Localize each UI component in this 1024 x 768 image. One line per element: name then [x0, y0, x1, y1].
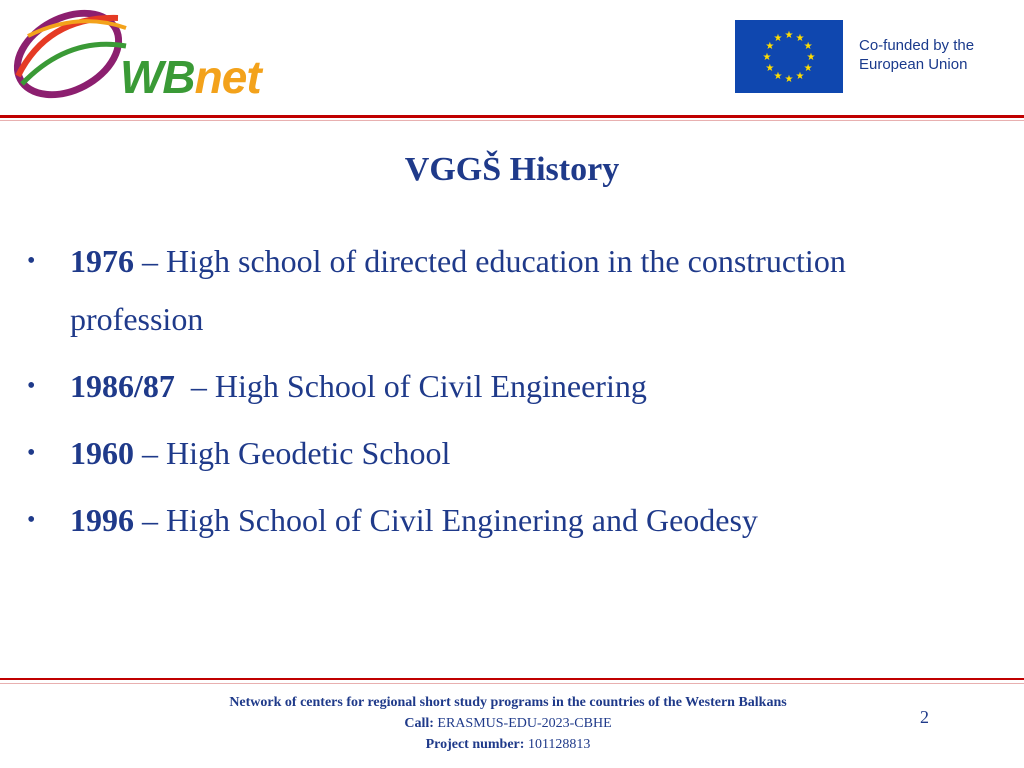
eu-star-icon: ★: [803, 41, 813, 52]
history-item: [27, 424, 927, 482]
history-year: 1986/87: [70, 368, 175, 404]
header-divider: [0, 115, 1024, 118]
wbnet-logo: [8, 6, 278, 102]
eu-text-line2: European Union: [859, 56, 968, 73]
history-year: 1960: [70, 435, 134, 471]
eu-star-icon: ★: [784, 74, 794, 85]
eu-stars: [735, 20, 843, 93]
history-text: – High School of Civil Engineering: [174, 368, 647, 404]
header-divider-thin: [0, 120, 1024, 121]
eu-star-icon: ★: [765, 63, 775, 74]
footer-call-value: ERASMUS-EDU-2023-CBHE: [433, 716, 612, 731]
wbnet-wordmark: [120, 51, 261, 103]
footer-call-label: Call:: [404, 716, 434, 731]
eu-star-icon: ★: [773, 71, 783, 83]
history-text: – High School of Civil Enginering and Geodesy: [134, 502, 758, 538]
footer-divider-thin: [0, 683, 1024, 684]
slide-header: [0, 0, 1024, 118]
footer-call-line: [0, 713, 1016, 734]
page-number: 2: [920, 707, 929, 727]
history-item: [27, 357, 927, 415]
footer-network-line: Network of centers for regional short study programs in the countries of the Western Balkans: [229, 695, 787, 710]
eu-flag-icon: [735, 20, 843, 93]
eu-star-icon: ★: [795, 71, 805, 83]
history-text: – High school of directed education in the construction profession: [70, 243, 846, 337]
eu-star-icon: ★: [762, 52, 772, 63]
bullet-icon: •: [27, 440, 36, 466]
history-list: [27, 232, 927, 549]
eu-star-icon: ★: [806, 52, 816, 63]
eu-cofunded-label: [859, 36, 974, 74]
history-text: – High Geodetic School: [134, 435, 451, 471]
eu-star-icon: ★: [773, 32, 783, 44]
eu-star-icon: ★: [803, 63, 813, 74]
bullet-icon: •: [27, 373, 36, 399]
history-year: 1996: [70, 502, 134, 538]
footer-project-value: 101128813: [524, 737, 591, 752]
history-year: 1976: [70, 243, 134, 279]
logo-wb: WB: [120, 51, 195, 103]
eu-text-line1: Co-funded by the: [859, 37, 975, 54]
footer-divider: [0, 678, 1024, 680]
slide-title: VGGŠ History: [404, 151, 620, 188]
footer-project-label: Project number:: [425, 737, 525, 752]
eu-star-icon: ★: [765, 41, 775, 52]
bullet-icon: •: [27, 507, 36, 533]
history-item: [27, 491, 927, 549]
slide-footer: [0, 692, 1016, 755]
bullet-icon: •: [27, 248, 36, 274]
history-item: [27, 232, 927, 348]
logo-net: net: [194, 51, 261, 103]
footer-project-line: [0, 734, 1016, 755]
eu-star-icon: ★: [795, 32, 805, 44]
eu-star-icon: ★: [784, 30, 794, 41]
